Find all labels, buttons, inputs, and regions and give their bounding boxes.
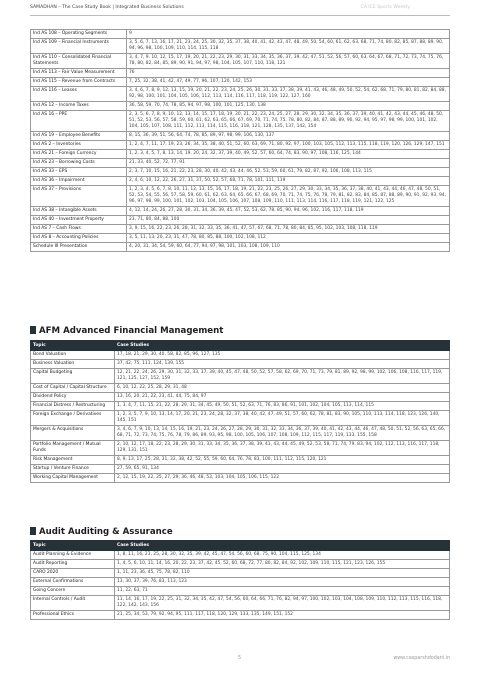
topic-cell: Ind AS 7 – Cash Flows	[31, 225, 127, 234]
table-row	[31, 384, 450, 393]
topic-cell: Audit Planning & Evidence	[31, 551, 115, 560]
case-studies-cell: 3, 4, 7, 9, 10, 12, 15, 17, 19, 20, 21, 22, 23, 29, 30, 31, 33, 34, 35, 36, 37, 39, 42, 47, 51, 52, 56, 57, 60, 63, 64, 67, 68, 71, 72, 73, 74, 75, 76, 78, 80, 82, 84, 85, 89, 90, 91, 94, 97, 98, 104, 105, 107, 110, 118, 121	[127, 54, 450, 69]
column-header-topic: Topic	[31, 541, 115, 551]
table-row	[31, 87, 450, 102]
table-row	[31, 596, 450, 611]
case-studies-cell: 8, 15, 36, 39, 51, 56, 64, 74, 78, 85, 89, 97, 98, 99, 106, 130, 137	[127, 132, 450, 141]
table-row	[31, 207, 450, 216]
topic-cell: Schedule III Presentation	[31, 243, 127, 252]
header-title: SAMADHAN – The Case Study Book | Integrated Business Solutions	[30, 5, 184, 10]
table-row	[31, 186, 450, 207]
table-row	[31, 141, 450, 150]
case-studies-cell: 23, 71, 80, 84, 88, 100	[127, 216, 450, 225]
table-row	[31, 102, 450, 111]
section-marker-icon	[30, 326, 36, 334]
table-row	[31, 402, 450, 411]
case-studies-cell: 7, 25, 32, 38, 41, 42, 47, 49, 77, 96, 107, 120, 142, 153	[127, 78, 450, 87]
table-row	[31, 39, 450, 54]
topic-cell: Audit Reporting	[31, 560, 115, 569]
case-studies-cell: 17, 18, 21, 29, 30, 40, 58, 82, 85, 96, 127, 135	[115, 351, 450, 360]
case-studies-cell: 3, 4, 6, 7, 9, 10, 13, 14, 15, 16, 19, 21, 23, 24, 26, 27, 28, 29, 30, 31, 32, 33, 34, 36, 37, 39, 40, 41, 42, 43, 44, 46, 47, 48, 50, 51, 52, 56, 63, 65, 66, 68, 71, 72, 73, 74, 75, 76, 78, 79, 86, 89, 93, 95, 98, 100, 105, 106, 107, 108, 109, 112, 115, 117, 119, 133, 155, 158	[115, 426, 450, 441]
table-row	[31, 159, 450, 168]
table-row	[31, 111, 450, 132]
case-studies-cell: 2, 3, 7, 10, 15, 16, 21, 22, 23, 28, 30, 40, 42, 43, 44, 46, 52, 53, 59, 60, 61, 79, 82, 87, 92, 106, 108, 113, 115	[127, 168, 450, 177]
topic-cell: Ind AS 2 – Inventories	[31, 141, 127, 150]
topic-cell: Ind AS 109 – Financial Instruments	[31, 39, 127, 54]
case-studies-cell: 11, 14, 16, 17, 19, 22, 25, 31, 32, 34, 35, 42, 47, 54, 56, 60, 64, 66, 71, 76, 82, 94, 97, 100, 102, 103, 104, 108, 109, 110, 112, 113, 115, 116, 118, 122, 142, 143, 156	[115, 596, 450, 611]
column-header-topic: Topic	[31, 341, 115, 351]
table-row	[31, 426, 450, 441]
topic-cell: Dividend Policy	[31, 393, 115, 402]
table-row	[31, 393, 450, 402]
case-studies-cell: 1, 2, 3, 4, 5, 7, 8, 13, 14, 19, 20, 24, 32, 37, 39, 40, 49, 52, 57, 60, 64, 74, 83, 90, 97, 108, 116, 125, 144	[127, 150, 450, 159]
case-studies-cell: 4, 20, 31, 34, 54, 59, 60, 64, 77, 94, 97, 98, 101, 103, 108, 109, 110	[127, 243, 450, 252]
case-studies-cell: 1, 11, 23, 36, 45, 75, 78, 82, 110	[115, 569, 450, 578]
topic-cell: Ind AS 36 – Impairment	[31, 177, 127, 186]
table-row	[31, 441, 450, 456]
case-studies-cell: 3, 4, 6, 7, 8, 9, 12, 13, 15, 19, 20, 21, 22, 23, 24, 25, 26, 30, 31, 33, 37, 38, 39, 41, 43, 46, 48, 49, 50, 52, 54, 62, 68, 71, 79, 80, 81, 82, 84, 88, 92, 98, 100, 101, 104, 105, 106, 112, 113, 114, 116, 117, 118, 119, 122, 127, 160	[127, 87, 450, 102]
topic-cell: Bond Valuation	[31, 351, 115, 360]
case-studies-cell: 2, 4, 6, 10, 12, 22, 26, 27, 31, 37, 50, 52, 57, 68, 71, 78, 101, 111, 119	[127, 177, 450, 186]
case-studies-cell: 21, 25, 34, 53, 79, 92, 94, 95, 111, 117, 118, 120, 129, 133, 135, 149, 151, 152	[115, 611, 450, 620]
topic-cell: Foreign Exchange / Derivatives	[31, 411, 115, 426]
case-studies-cell: 2, 12, 15, 19, 22, 25, 27, 29, 36, 46, 48, 53, 103, 104, 105, 106, 115, 122	[115, 474, 450, 483]
table-row	[31, 30, 450, 39]
topic-cell: CARO 2020	[31, 569, 115, 578]
topic-cell: Ind AS 19 – Employee Benefits	[31, 132, 127, 141]
table-row	[31, 54, 450, 69]
table-row	[31, 243, 450, 252]
ind-as-topics-table	[30, 29, 450, 252]
topic-cell: Business Valuation	[31, 360, 115, 369]
case-studies-cell: 11, 22, 63, 71	[115, 587, 450, 596]
table-header-row	[31, 341, 450, 351]
case-studies-cell: 76	[127, 69, 450, 78]
afm-table	[30, 340, 450, 483]
table-row	[31, 369, 450, 384]
table-row	[31, 234, 450, 243]
topic-cell: Ind AS 16 – PPE	[31, 111, 127, 132]
case-studies-cell: 1, 2, 3, 4, 5, 6, 7, 8, 10, 11, 12, 13, 15, 16, 17, 18, 19, 21, 22, 23, 25, 26, 27, 29, 30, 33, 34, 35, 36, 37, 38, 40, 41, 43, 44, 46, 47, 48, 50, 51, 52, 53, 54, 55, 56, 57, 58, 59, 60, 61, 62, 63, 64, 65, 66, 67, 68, 69, 70, 71, 74, 75, 76, 78, 79, 81, 82, 83, 84, 85, 87, 88, 89, 90, 91, 92, 93, 94, 96, 97, 98, 99, 100, 101, 102, 103, 104, 105, 106, 107, 108, 109, 110, 111, 113, 114, 116, 117, 118, 119, 121, 122, 125	[127, 186, 450, 207]
case-studies-cell: 1, 4, 5, 6, 10, 11, 14, 16, 20, 22, 23, 37, 42, 45, 52, 60, 68, 72, 77, 80, 82, 84, 92, 102, 109, 110, 115, 121, 123, 126, 155	[115, 560, 450, 569]
table-row	[31, 225, 450, 234]
case-studies-cell: 9	[127, 30, 450, 39]
case-studies-cell: 1, 2, 3, 5, 7, 9, 10, 13, 14, 17, 20, 21, 23, 24, 28, 32, 37, 38, 40, 42, 47, 49, 51, 57, 60, 62, 78, 81, 83, 90, 105, 110, 113, 114, 118, 123, 126, 140, 145, 151	[115, 411, 450, 426]
topic-cell: Capital Budgeting	[31, 369, 115, 384]
table-row	[31, 456, 450, 465]
case-studies-cell: 1, 8, 11, 16, 23, 25, 28, 30, 32, 35, 39, 42, 45, 47, 54, 56, 60, 68, 75, 90, 104, 115, 125, 134	[115, 551, 450, 560]
topic-cell: Ind AS 110 – Consolidated Financial Statements	[31, 54, 127, 69]
afm-section-title: AFM Advanced Financial Management	[30, 326, 223, 336]
topic-cell: Ind AS 108 – Operating Segments	[31, 30, 127, 39]
topic-cell: Ind AS 116 – Leases	[31, 87, 127, 102]
table-header-row	[31, 541, 450, 551]
case-studies-cell: 1, 3, 4, 7, 11, 15, 21, 22, 28, 29, 31, 34, 45, 49, 50, 51, 52, 63, 71, 76, 83, 86, 91, 101, 102, 104, 105, 113, 114, 115	[115, 402, 450, 411]
audit-topics-table	[30, 540, 450, 620]
topic-cell: Going Concern	[31, 587, 115, 596]
afm-topics-table	[30, 340, 450, 483]
table-row	[31, 611, 450, 620]
topic-cell: Financial Distress / Restructuring	[31, 402, 115, 411]
case-studies-cell: 37, 42, 75, 111, 124, 139, 155	[115, 360, 450, 369]
case-studies-cell: 3, 9, 15, 16, 22, 23, 26, 28, 31, 32, 33, 35, 36, 41, 47, 57, 67, 68, 71, 78, 80, 84, 85, 95, 102, 103, 108, 118, 119	[127, 225, 450, 234]
header-watermark: CA ICE Sports Weekly	[360, 5, 410, 10]
topic-cell: Ind AS 23 – Borrowing Costs	[31, 159, 127, 168]
table-row	[31, 69, 450, 78]
topic-cell: Ind AS 8 – Accounting Policies	[31, 234, 127, 243]
case-studies-cell: 8, 9, 13, 17, 25, 28, 31, 32, 38, 42, 52, 55, 59, 60, 64, 76, 78, 83, 100, 111, 112, 115, 120, 121	[115, 456, 450, 465]
running-header	[30, 5, 450, 15]
table-row	[31, 551, 450, 560]
page-number: 5	[238, 656, 242, 661]
table-row	[31, 132, 450, 141]
table-row	[31, 351, 450, 360]
table-row	[31, 560, 450, 569]
case-studies-cell: 36, 58, 59, 70, 74, 78, 85, 94, 97, 98, 100, 101, 125, 130, 138	[127, 102, 450, 111]
topic-cell: Risk Management	[31, 456, 115, 465]
topic-cell: Startup / Venture Finance	[31, 465, 115, 474]
footer-url: www.casparshdodani.in	[393, 656, 450, 661]
table-row	[31, 78, 450, 87]
section-marker-icon	[30, 527, 36, 535]
topic-cell: Ind AS 21 – Foreign Currency	[31, 150, 127, 159]
topic-cell: Ind AS 40 – Investment Property	[31, 216, 127, 225]
column-header-case-studies: Case Studies	[115, 541, 450, 551]
table-row	[31, 360, 450, 369]
table-row	[31, 150, 450, 159]
case-studies-cell: 2, 10, 12, 17, 18, 22, 23, 28, 29, 30, 31, 33, 34, 35, 36, 37, 38, 39, 41, 43, 44, 45, 49, 52, 53, 58, 71, 74, 79, 83, 94, 102, 112, 113, 116, 117, 118, 129, 131, 151	[115, 441, 450, 456]
topic-cell: Working Capital Management	[31, 474, 115, 483]
case-studies-cell: 1, 2, 4, 7, 11, 17, 19, 23, 26, 34, 35, 38, 40, 51, 52, 60, 63, 69, 71, 80, 92, 97, 100, 103, 105, 112, 113, 115, 118, 119, 120, 126, 129, 147, 151	[127, 141, 450, 150]
case-studies-cell: 13, 16, 20, 21, 22, 23, 41, 44, 75, 84, 97	[115, 393, 450, 402]
table-row	[31, 411, 450, 426]
case-studies-cell: 12, 21, 22, 24, 26, 29, 30, 31, 32, 33, 37, 39, 40, 45, 47, 48, 50, 52, 57, 58, 62, 69, 70, 71, 73, 79, 81, 89, 92, 98, 99, 102, 106, 108, 116, 117, 119, 121, 125, 127, 152, 159	[115, 369, 450, 384]
table-row	[31, 177, 450, 186]
table-row	[31, 569, 450, 578]
case-studies-cell: 3, 5, 6, 7, 13, 16, 17, 21, 23, 24, 25, 30, 32, 35, 37, 38, 40, 41, 42, 43, 47, 48, 49, 50, 54, 60, 61, 62, 63, 68, 71, 74, 80, 82, 85, 87, 88, 89, 90, 94, 96, 98, 100, 109, 110, 114, 115, 118	[127, 39, 450, 54]
case-studies-cell: 2, 3, 5, 6, 7, 8, 9, 10, 12, 13, 14, 15, 17, 18, 19, 20, 21, 22, 23, 24, 25, 27, 28, 29, 30, 32, 34, 35, 36, 37, 39, 40, 41, 42, 43, 44, 45, 46, 48, 50, 51, 52, 53, 56, 57, 58, 59, 60, 61, 62, 63, 65, 66, 67, 69, 70, 71, 74, 75, 78, 80, 82, 84, 87, 88, 89, 90, 92, 94, 95, 97, 98, 99, 100, 101, 102, 104, 105, 107, 108, 111, 112, 113, 114, 115, 116, 118, 121, 128, 135, 137, 142, 154	[127, 111, 450, 132]
ind-as-table	[30, 29, 450, 252]
topic-cell: Ind AS 38 – Intangible Assets	[31, 207, 127, 216]
topic-cell: Ind AS 12 – Income Taxes	[31, 102, 127, 111]
header-divider	[30, 15, 450, 16]
topic-cell: External Confirmations	[31, 578, 115, 587]
table-row	[31, 168, 450, 177]
case-studies-cell: 27, 59, 65, 91, 134	[115, 465, 450, 474]
table-row	[31, 474, 450, 483]
table-row	[31, 465, 450, 474]
table-row	[31, 578, 450, 587]
case-studies-cell: 21, 33, 40, 52, 72, 77, 91	[127, 159, 450, 168]
audit-table	[30, 540, 450, 620]
topic-cell: Ind AS 115 – Revenue from Contracts	[31, 78, 127, 87]
topic-cell: Ind AS 113 – Fair Value Measurement	[31, 69, 127, 78]
topic-cell: Ind AS 33 – EPS	[31, 168, 127, 177]
topic-cell: Portfolio Management / Mutual Funds	[31, 441, 115, 456]
topic-cell: Professional Ethics	[31, 611, 115, 620]
topic-cell: Internal Controls / Audit	[31, 596, 115, 611]
case-studies-cell: 3, 5, 11, 13, 20, 23, 31, 47, 78, 80, 85, 88, 100, 102, 108, 112	[127, 234, 450, 243]
topic-cell: Ind AS 37 – Provisions	[31, 186, 127, 207]
column-header-case-studies: Case Studies	[115, 341, 450, 351]
case-studies-cell: 6, 10, 12, 22, 25, 28, 29, 31, 48	[115, 384, 450, 393]
case-studies-cell: 13, 30, 37, 39, 76, 83, 113, 123	[115, 578, 450, 587]
topic-cell: Cost of Capital / Capital Structure	[31, 384, 115, 393]
audit-section-title: Audit Auditing & Assurance	[30, 527, 173, 537]
topic-cell: Mergers & Acquisitions	[31, 426, 115, 441]
table-row	[31, 587, 450, 596]
case-studies-cell: 4, 12, 14, 24, 26, 27, 28, 30, 31, 34, 36, 39, 45, 47, 52, 53, 62, 78, 85, 90, 94, 96, 102, 116, 117, 118, 119	[127, 207, 450, 216]
table-row	[31, 216, 450, 225]
